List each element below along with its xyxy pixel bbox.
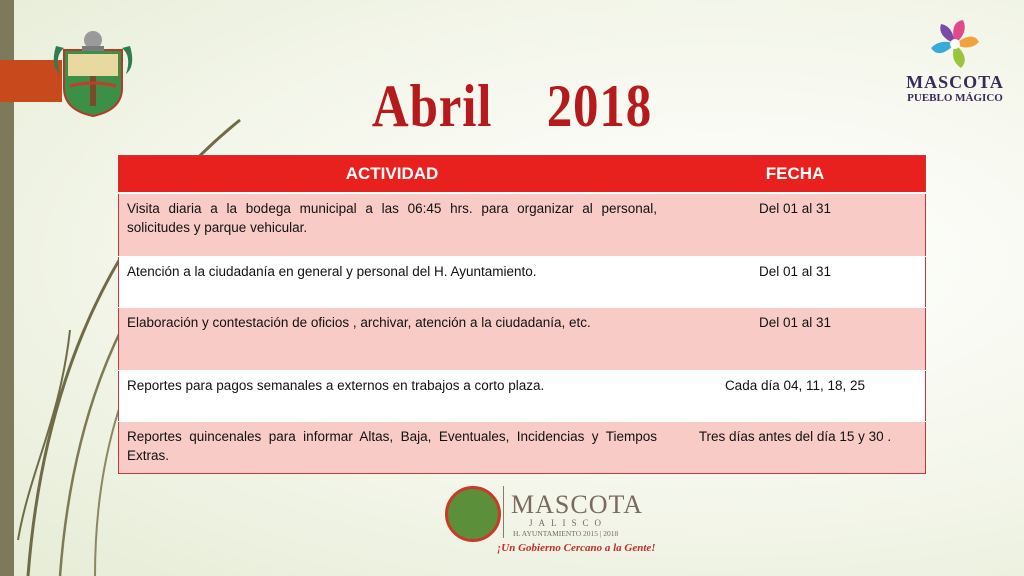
tourism-logo xyxy=(905,16,1005,106)
activity-cell: Visita diaria a la bodega municipal a las 06:45 hrs. para organizar al personal, solicitudes y parque vehicular. xyxy=(119,193,666,257)
activity-cell: Reportes para pagos semanales a externos en trabajos a corto plaza. xyxy=(119,371,666,422)
logo-divider xyxy=(503,486,504,538)
tourism-logo-subtitle: PUEBLO MÁGICO xyxy=(907,92,1003,104)
municipal-slogan: ¡Un Gobierno Cercano a la Gente! xyxy=(497,542,656,554)
activity-cell: Elaboración y contestación de oficios , archivar, atención a la ciudadanía, etc. xyxy=(119,308,666,371)
municipal-council: H. AYUNTAMIENTO 2015 | 2018 xyxy=(513,529,619,538)
date-cell: Del 01 al 31 xyxy=(665,257,926,308)
header-date: FECHA xyxy=(665,156,926,194)
table-header-row xyxy=(119,156,926,194)
pinwheel-icon xyxy=(905,16,1005,72)
date-cell: Cada día 04, 11, 18, 25 xyxy=(665,371,926,422)
page-title: Abril 2018 xyxy=(371,73,653,139)
table-row xyxy=(119,371,926,422)
activity-cell: Atención a la ciudadanía en general y personal del H. Ayuntamiento. xyxy=(119,257,666,308)
table-row xyxy=(119,308,926,371)
date-cell: Tres días antes del día 15 y 30 . xyxy=(665,422,926,474)
table-row xyxy=(119,193,926,257)
municipal-name: MASCOTA xyxy=(511,490,644,519)
table-row xyxy=(119,422,926,474)
activities-table xyxy=(118,155,926,474)
table-row xyxy=(119,257,926,308)
tourism-logo-name: MASCOTA xyxy=(906,72,1004,92)
municipal-footer-logo xyxy=(445,484,656,564)
date-cell: Del 01 al 31 xyxy=(665,308,926,371)
municipal-seal-icon xyxy=(445,486,501,542)
header-activity: ACTIVIDAD xyxy=(119,156,666,194)
activity-cell: Reportes quincenales para informar Altas, Baja, Eventuales, Incidencias y Tiempos Extras. xyxy=(119,422,666,474)
date-cell: Del 01 al 31 xyxy=(665,193,926,257)
municipal-state: JALISCO xyxy=(529,518,608,528)
